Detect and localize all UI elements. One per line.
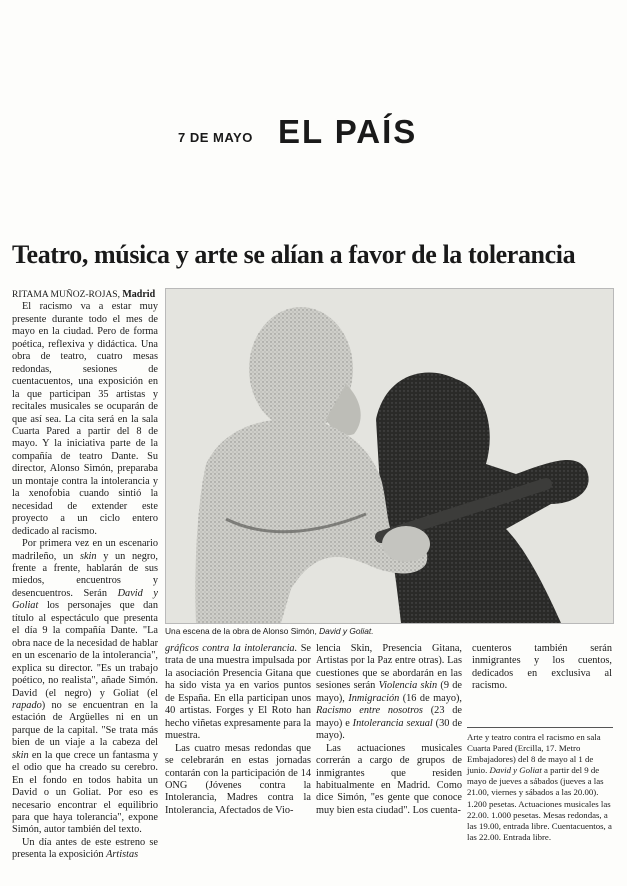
photo-caption: Una escena de la obra de Alonso Simón, David y Goliat. [165, 626, 374, 636]
paragraph: Las cuatro mesas redondas que se celebrarán en estas jornadas contarán con la participación de 14 ONG (Jóvenes contra la Intolerancia, Madres contra la Intolerancia, Afectados de Vio- [165, 742, 311, 816]
byline-author: RITAMA MUÑOZ-ROJAS, [12, 290, 120, 300]
paragraph: lencia Skin, Presencia Gitana, Artistas por la Paz entre otras). Las cuestiones que se abordarán en las sesiones serán Violencia skin (9 de mayo), Inmigración (16 de mayo), Racismo entre nosotros (23 de mayo) e Intolerancia sexual (30 de mayo). [316, 643, 463, 742]
theatre-scene-photo [166, 289, 613, 623]
paragraph: Las actuaciones musicales correrán a cargo de grupos de inmigrantes que residen habitualmente en Madrid. Como dice Simón, "es gente que conoce muy bien esta ciudad". Los cuenta- [316, 742, 462, 816]
paragraph: Un día antes de este estreno se presenta la exposición Artistas [12, 836, 158, 861]
article-column-3 [316, 643, 462, 817]
newspaper-logo: EL PAÍS [278, 113, 418, 150]
article-column-4 [472, 643, 612, 693]
paragraph: gráficos contra la intolerancia. Se trata de una muestra impulsada por la asociación Presencia Gitana que ha sido vista ya en varios puntos de España. En ella participan unos 40 artistas. Forges y El Roto han hecho viñetas expresamente para la muestra. [165, 643, 312, 742]
byline [12, 289, 158, 301]
event-details: Arte y teatro contra el racismo en sala Cuarta Pared (Ercilla, 17. Metro Embajadores) del 8 de mayo al 1 de junio. David y Goliat a partir del 9 de mayo de jueves a sábados (jueves a las 21.00, viernes y sábados a las 20.00). 1.200 pesetas. Actuaciones musicales las 22.00. 1.000 pesetas. Mesas redondas, a las 19.00, entrada libre. Cuentacuentos, a las 22.00. Entrada libre. [467, 732, 612, 842]
article-photo [165, 288, 614, 624]
article-headline: Teatro, música y arte se alían a favor de la tolerancia [12, 240, 576, 269]
byline-place: Madrid [122, 289, 156, 300]
paragraph: cuenteros también serán inmigrantes y los cuentos, dedicados en exclusiva al racismo. [472, 643, 612, 692]
article-column-1 [12, 289, 158, 862]
paragraph: El racismo va a estar muy presente durante todo el mes de mayo en la ciudad. Pero de forma poética, reflexiva y didáctica. Una obra de teatro, cuatro mesas redondas, sesiones de cuentacuentos, una exposición en la que participan 35 artistas y recitales musicales se ocuparán de que así sea. La cita será en la sala Cuarta Pared a partir del 8 de mayo. Y la iniciativa parte de la compañía de teatro Dante. Su director, Alonso Simón, preparaba un montaje contra la intolerancia y la xenofobia cuando sintió la necesidad de extender este proyecto a un ciclo entero dedicado al racismo. [12, 301, 158, 537]
event-info-box [467, 727, 613, 843]
paragraph: Por primera vez en un escenario madrileño, un skin y un negro, frente a frente, hablarán de sus miedos, encuentros y desencuentros. Serán David y Goliat los personajes que dan título al espectáculo que presenta el día 9 la compañía Dante. "La obra nace de la necesidad de hablar en un escenario de la intolerancia", explica su director. "Es un trabajo poético, no realista", añade Simón. David (el negro) y Goliat (el rapado) no se encuentran en la estación de Argüelles ni en un parque de la capital. "Se trata más bien de un viaje a la cabeza del skin en la que crece un fantasma y el odio que ha creado su cerebro. En el fondo en todos habita un David o un Goliat. Por eso es necesario encontrar el equilibrio para que haya tolerancia", expone Simón, autor también del texto. [12, 538, 159, 836]
masthead-date: 7 DE MAYO [178, 130, 253, 145]
article-column-2 [165, 643, 311, 817]
